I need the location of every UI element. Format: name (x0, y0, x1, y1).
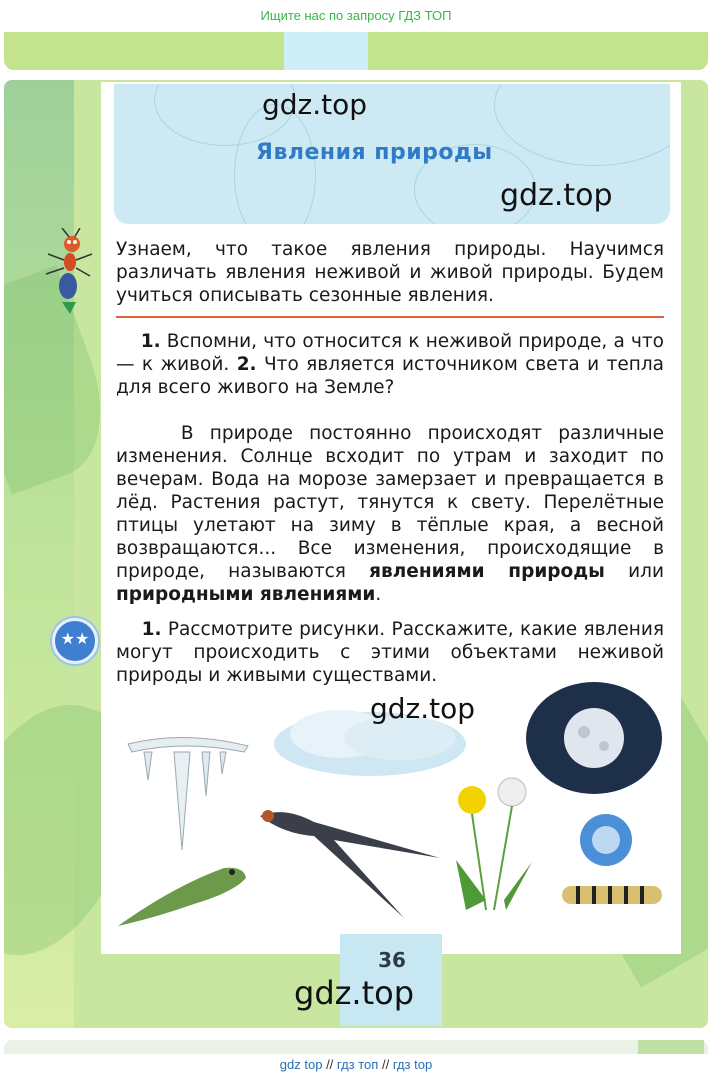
bottom-links (0, 1054, 712, 1082)
top-banner[interactable]: Ищите нас по запросу ГДЗ ТОП (260, 8, 452, 23)
footer-link[interactable]: гдз топ (336, 1057, 379, 1072)
snowflake-illustration (578, 812, 634, 868)
watermark: gdz.top (294, 974, 415, 1012)
warmup-questions (116, 330, 664, 399)
task-number: 1. (141, 619, 162, 640)
key-term: явлениями природы (369, 561, 605, 582)
icicles-illustration (124, 700, 254, 860)
question-text: Что является источником света и тепла для всего живого на Земле? (116, 354, 664, 398)
main-text-body: В природе постоянно происходят различные изменения. Солнце всходит по утрам и заходит по вечерам. Вода на морозе замерзает и превращается в лёд. Растения растут, тянутся к свету. Перелётные птицы улетают на зиму в тёплые края, а весной возвращаются... Все изменения, происходящие в природе, называются (116, 423, 664, 582)
ant-mascot-icon (40, 228, 100, 320)
sentence-end: . (375, 584, 382, 605)
frog-illustration (114, 856, 254, 932)
watermark: gdz.top (500, 178, 613, 213)
question-number: 1. (140, 331, 161, 352)
connector: или (628, 561, 664, 582)
page-number: 36 (378, 948, 406, 972)
footer-link[interactable]: гдз top (392, 1057, 433, 1072)
lesson-title: Явления природы (256, 140, 493, 165)
dandelion-illustration (446, 770, 546, 920)
divider (116, 316, 664, 318)
caterpillar-illustration (556, 876, 666, 912)
question-text: Вспомни, что относится к неживой природе, а что — к живой. (116, 331, 664, 375)
footer-separator: // (326, 1057, 334, 1072)
watermark: gdz.top (262, 88, 368, 121)
question-number: 2. (236, 354, 257, 375)
stars-badge-icon: ★★ (52, 618, 98, 664)
task (116, 618, 664, 687)
key-term: природными явлениями (116, 584, 376, 605)
watermark: gdz.top (370, 692, 476, 725)
lesson-intro: Узнаем, что такое явления природы. Научимся различать явления неживой и живой природы. Будем учиться описывать сезонные явления. (116, 239, 664, 306)
previous-page-edge (4, 32, 708, 70)
next-page-edge (4, 1040, 708, 1054)
footer-separator: // (381, 1057, 390, 1072)
swallow-illustration (254, 800, 444, 920)
main-text (116, 422, 664, 606)
task-text: Рассмотрите рисунки. Расскажите, какие явления могут происходить с этими объектами неживой природы и живыми существами. (116, 619, 664, 686)
footer-link[interactable]: gdz top (279, 1057, 323, 1072)
